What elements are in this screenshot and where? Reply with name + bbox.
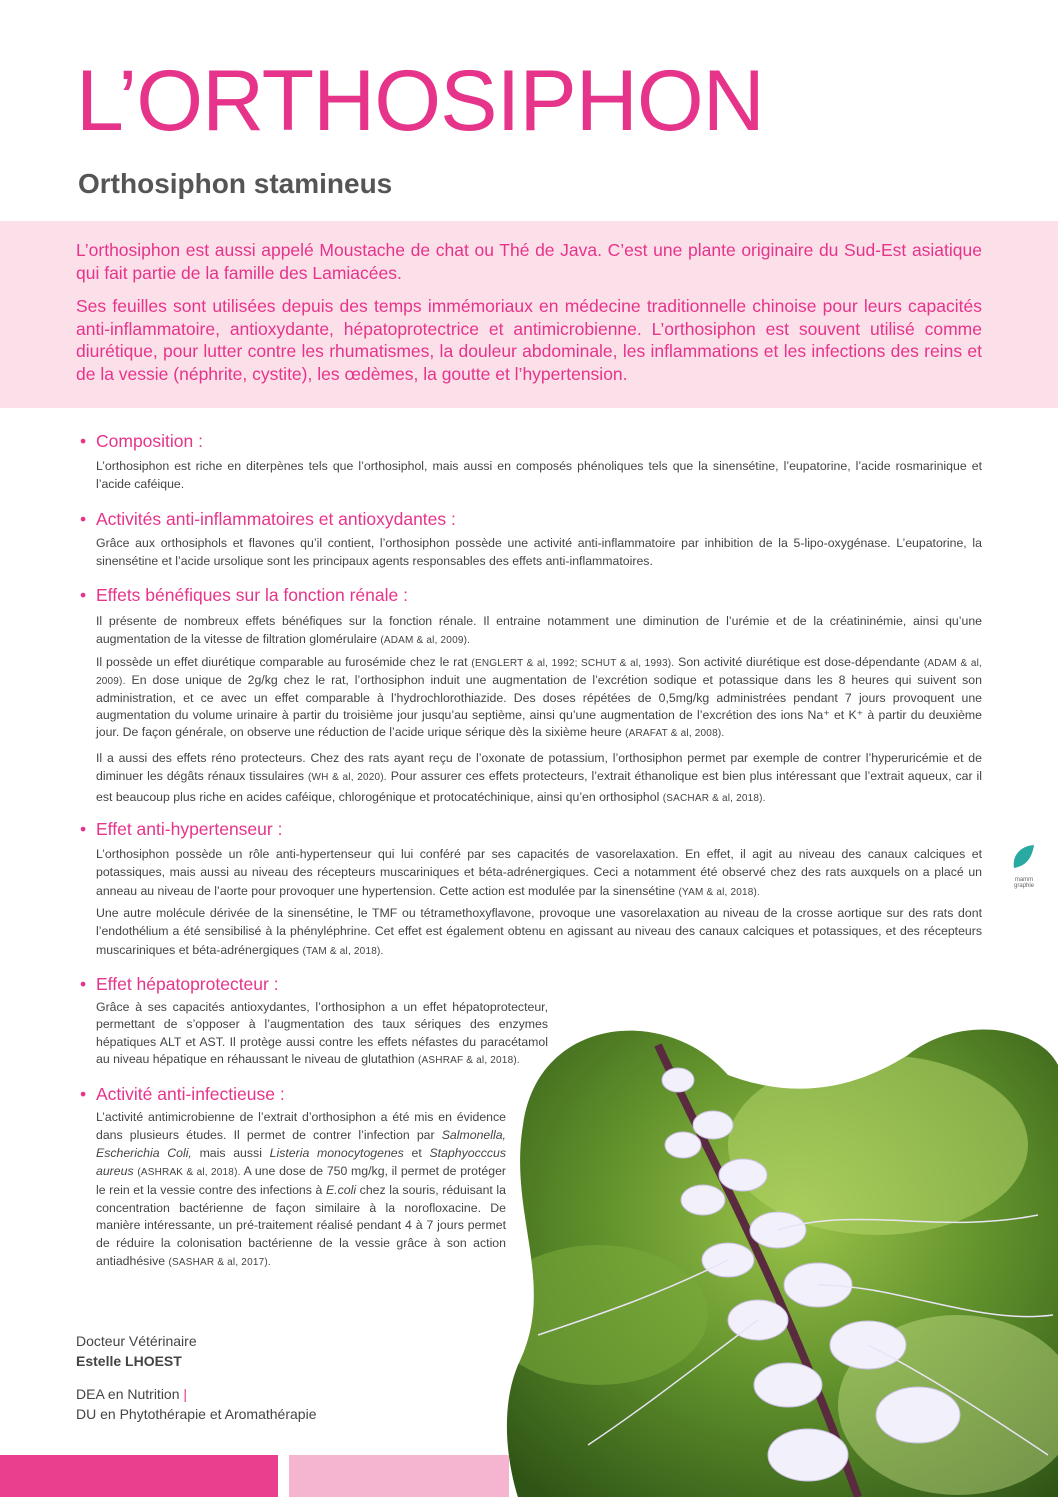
footer-bar-light xyxy=(289,1455,509,1497)
section-infection-title: • Activité anti-infectieuse : xyxy=(80,1084,285,1104)
intro-panel xyxy=(0,221,1058,408)
bullet-icon: • xyxy=(80,509,87,529)
section-anti-inflammatory-title: • Activités anti-inflammatoires et antioxydantes : xyxy=(80,509,456,529)
section-infection-text: L’activité antimicrobienne de l’extrait d’orthosiphon a été mis en évidence dans plusieurs études. Il permet de contrer l’infection par Salmonella, Escherichia Coli, mais aussi Listeria monocytogenes et Staphyocccus aureus (ASHRAK & al, 2018). A une dose de 750 mg/kg, il permet de protéger le rein et la vessie contre des infections à E.coli chez la souris, réduisant la concentration bactérienne de façon similaire à la norofloxacine. De manière intéressante, un pré-traitement réalisé pendant 4 à 7 jours permet de réduire la colonisation bactérienne de la vessie grâce à son action antiadhésive (SASHAR & al, 2017). xyxy=(96,1110,507,1269)
section-composition-title: • Composition : xyxy=(80,431,203,451)
author-role: Docteur Vétérinaire xyxy=(76,1333,197,1349)
bullet-icon: • xyxy=(80,974,87,994)
author-degree-2: DU en Phytothérapie et Aromathérapie xyxy=(76,1406,317,1422)
section-renal-paragraph-2: Il possède un effet diurétique comparable au furosémide chez le rat (ENGLERT & al, 1992; SCHUT & al, 1993). Son activité diurétique est dose-dépendante (ADAM & al, 2009). En dose unique de 2g/kg chez le rat, l’orthosiphon induit une augmentation de l’excrétion sodique et potassique dans les 8 heures qui suivent son administration, et ce avec un effet comparable à l’hydrochlorothiazide. Des doses répétées de 0,5mg/kg administrées pendant 7 jours provoquent une augmentation du volume urinaire à partir du troisième jour jusqu’au septième, ainsi qu’une augmentation de l’excrétion des ions Na⁺ et K⁺ à partir du deuxième jour. De façon générale, on observe une réduction de l’acide urique sérique dès la sixième heure (ARAFAT & al, 2008). xyxy=(96,655,983,740)
intro-paragraph-1: L’orthosiphon est aussi appelé Moustache de chat ou Thé de Java. C’est une plante originaire du Sud-Est asiatique qui fait partie de la famille des Lamiacées. xyxy=(76,240,982,283)
section-renal-paragraph-1: Il présente de nombreux effets bénéfiques sur la fonction rénale. Il entraine notamment une diminution de l’urémie et de la créatininémie, ainsi qu’une augmentation de la vitesse de filtration glomérulaire (ADAM & al, 2009). xyxy=(96,614,982,647)
brand-logo xyxy=(1010,842,1038,890)
section-renal-paragraph-3: Il a aussi des effets réno protecteurs. Chez des rats ayant reçu de l’oxonate de potassium, l’orthosiphon permet par exemple de contrer l’hyperuricémie et de diminuer les dégâts rénaux tissulaires (WH & al, 2020). Pour assurer ces effets protecteurs, l’extrait éthanolique est bien plus intéressant que l’extrait aqueux, car il est beaucoup plus riche en acides caféique, chlorogénique et protocatéchinique, ainsi qu’en orthosiphol (SACHAR & al, 2018). xyxy=(96,751,982,804)
author-signature xyxy=(76,1331,316,1424)
page-subtitle: Orthosiphon stamineus xyxy=(78,168,393,199)
logo-text: mamm graphie xyxy=(1013,877,1034,889)
orthosiphon-flower-image xyxy=(478,985,1058,1497)
author-degree-1: DEA en Nutrition | xyxy=(76,1386,188,1402)
bullet-icon: • xyxy=(80,1084,87,1104)
leaf-icon xyxy=(1010,842,1038,872)
section-hypertension-paragraph-1: L’orthosiphon possède un rôle anti-hypertenseur qui lui conféré par ses capacités de vasorelaxation. En effet, il agit au niveau des canaux calciques et potassiques, mais aussi au niveau des récepteurs muscariniques et béta-adrénergiques. Ceci a notamment été observé chez des rats auxquels on a placé un anneau au niveau de l’aorte pour provoquer une hypertension. Cette action est modulée par la sinensétine (YAM & al, 2018). xyxy=(96,847,982,898)
intro-paragraph-2: Ses feuilles sont utilisées depuis des temps immémoriaux en médecine traditionnelle chinoise pour leurs capacités anti-inflammatoire, antioxydante, hépatoprotectrice et antimicrobienne. L’orthosiphon est souvent utilisé comme diurétique, pour lutter contre les rhumatismes, la douleur abdominale, les inflammations et les infections des reins et de la vessie (néphrite, cystite), les œdèmes, la goutte et l’hypertension. xyxy=(76,296,982,384)
section-hepato-title: • Effet hépatoprotecteur : xyxy=(80,974,279,994)
section-hypertension-title: • Effet anti-hypertenseur : xyxy=(80,819,283,839)
section-hepato-text: Grâce à ses capacités antioxydantes, l’orthosiphon a un effet hépatoprotecteur, permettant de s’opposer à l’augmentation des taux sériques des enzymes hépatiques ALT et AST. Il protège aussi contre les effets néfastes du paracétamol au niveau hépatique en réhaussant le niveau de glutathion (ASHRAF & al, 2018). xyxy=(96,1000,548,1067)
section-composition-text: L’orthosiphon est riche en diterpènes tels que l’orthosiphol, mais aussi en composés phénoliques tels que la sinensétine, l’eupatorine, l’acide rosmarinique et l’acide caféique. xyxy=(96,459,982,492)
section-anti-inflammatory-text: Grâce aux orthosiphols et flavones qu’il contient, l’orthosiphon possède une activité anti-inflammatoire par inhibition de la 5-lipo-oxygénase. L’eupatorine, la sinensétine et l’acide ursolique sont les principaux agents responsables des effets anti-inflammatoires. xyxy=(96,536,982,569)
footer-bar-dark xyxy=(0,1455,278,1497)
bullet-icon: • xyxy=(80,585,87,605)
bullet-icon: • xyxy=(80,431,87,451)
section-renal-title: • Effets bénéfiques sur la fonction rénale : xyxy=(80,585,408,605)
bullet-icon: • xyxy=(80,819,87,839)
page-title: L’ORTHOSIPHON xyxy=(76,53,764,149)
author-name: Estelle LHOEST xyxy=(76,1353,182,1369)
section-hypertension-paragraph-2: Une autre molécule dérivée de la sinensétine, le TMF ou tétramethoxyflavone, provoque une vasorelaxation au niveau de la crosse aortique sur des rats dont l’endothélium a été sensibilisé à la phényléphrine. Cet effet est également obtenu en agissant au niveau des canaux calciques et potassiques, et des récepteurs muscariniques et béta-adrénergiques (TAM & al, 2018). xyxy=(96,906,982,957)
